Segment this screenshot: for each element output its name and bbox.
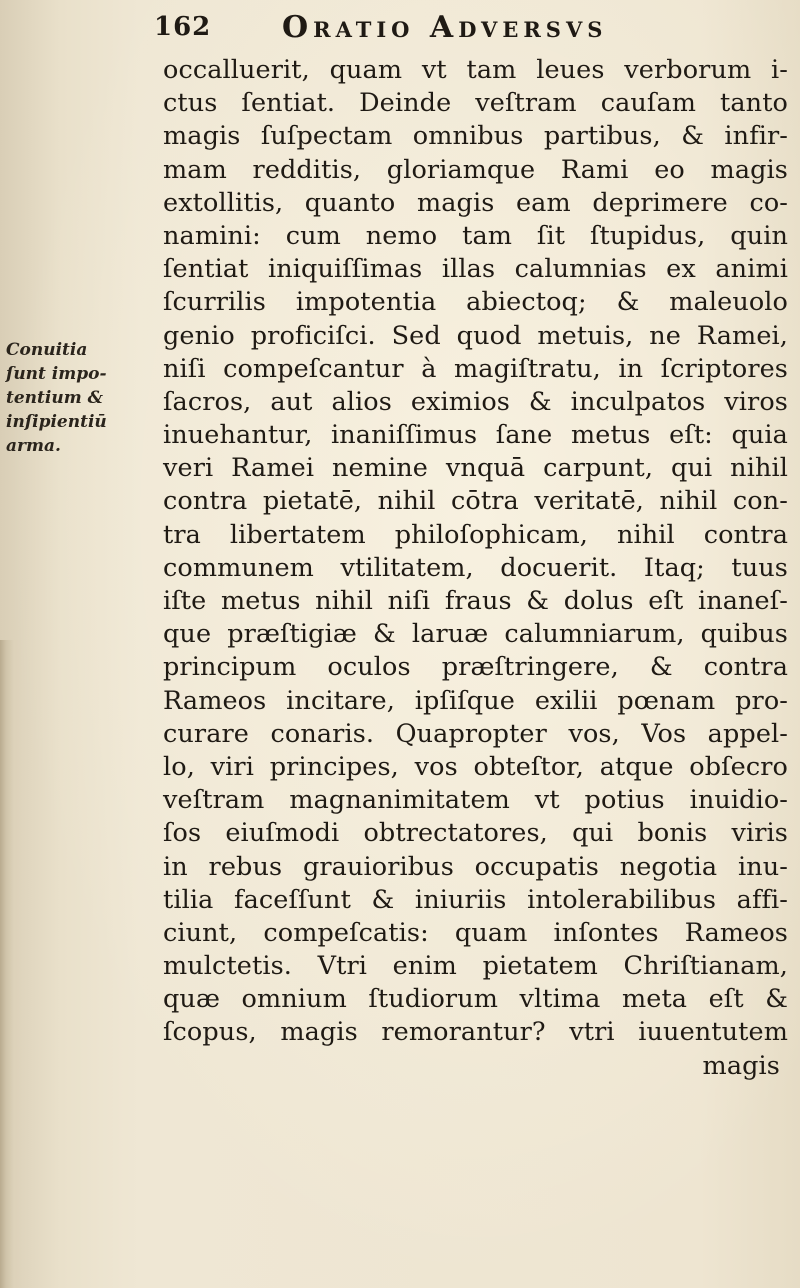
page-gutter-shadow (0, 640, 22, 1288)
text-line: quæ omnium ſtudiorum vltima meta eſt & (163, 984, 788, 1015)
text-line: ſacros, aut alios eximios & inculpatos viros (163, 386, 788, 417)
text-line: contra pietatē, nihil cōtra veritatē, nihil con- (163, 486, 788, 517)
text-line: lo, viri principes, vos obteſtor, atque obſecro (163, 751, 788, 782)
text-line: Rameos incitare, ipſiſque exilii pœnam pro- (163, 685, 788, 716)
text-line: tra libertatem philoſophicam, nihil contra (163, 519, 788, 550)
marginal-note-line: tentium & (6, 388, 103, 408)
text-line: ſentiat iniquiſſimas illas calumnias ex animi (163, 254, 788, 285)
text-line: iſte metus nihil niſi fraus & dolus eſt inaneſ- (163, 586, 788, 616)
marginal-note-line: inſipientiū (6, 412, 107, 432)
text-line: ctus ſentiat. Deinde veſtram cauſam tanto (163, 88, 788, 119)
text-line: tilia faceſſunt & iniuriis intolerabilibus affi- (163, 884, 788, 915)
catchword: magis (702, 1050, 780, 1081)
marginal-note-line: Conuitia (6, 340, 88, 360)
text-line: curare conaris. Quapropter vos, Vos appel- (163, 718, 788, 749)
text-line: ſcopus, magis remorantur? vtri iuuentutem (163, 1017, 788, 1048)
running-title: Oratio Adversvs (282, 10, 608, 45)
marginal-note (6, 338, 146, 458)
text-line: ciunt, compeſcatis: quam inſontes Rameos (163, 917, 788, 948)
body-text (163, 54, 788, 1083)
text-line: occalluerit, quam vt tam leues verborum i- (163, 55, 788, 85)
page-number: 162 (154, 12, 212, 42)
text-line: genio proficiſci. Sed quod metuis, ne Ramei, (163, 320, 788, 351)
text-line: extollitis, quanto magis eam deprimere co- (163, 187, 788, 218)
text-line: inuehantur, inaniſſimus ſane metus eſt: quia (163, 420, 788, 451)
text-line: magis ſuſpectam omnibus partibus, & infir- (163, 121, 788, 152)
marginal-note-line: arma. (6, 436, 61, 456)
text-line: in rebus grauioribus occupatis negotia inu- (163, 851, 788, 882)
page-header (150, 6, 770, 50)
marginal-note-line: ſunt impo- (6, 364, 107, 384)
text-line: ſos eiuſmodi obtrectatores, qui bonis viris (163, 818, 788, 849)
text-line: veſtram magnanimitatem vt potius inuidio- (163, 785, 788, 816)
text-line: mam redditis, gloriamque Rami eo magis (163, 154, 788, 185)
text-line: ſcurrilis impotentia abiectoq; & maleuolo (163, 287, 788, 318)
text-line: niſi compeſcantur à magiſtratu, in ſcriptores (163, 353, 788, 384)
text-line: que præſtigiæ & laruæ calumniarum, quibus (163, 619, 788, 650)
text-line: veri Ramei nemine vnquā carpunt, qui nihil (163, 453, 788, 484)
text-line: namini: cum nemo tam ſit ſtupidus, quin (163, 220, 788, 251)
text-line: principum oculos præſtringere, & contra (163, 652, 788, 683)
text-line: mulctetis. Vtri enim pietatem Chriſtianam, (163, 951, 788, 982)
text-line: communem vtilitatem, docuerit. Itaq; tuus (163, 552, 788, 583)
